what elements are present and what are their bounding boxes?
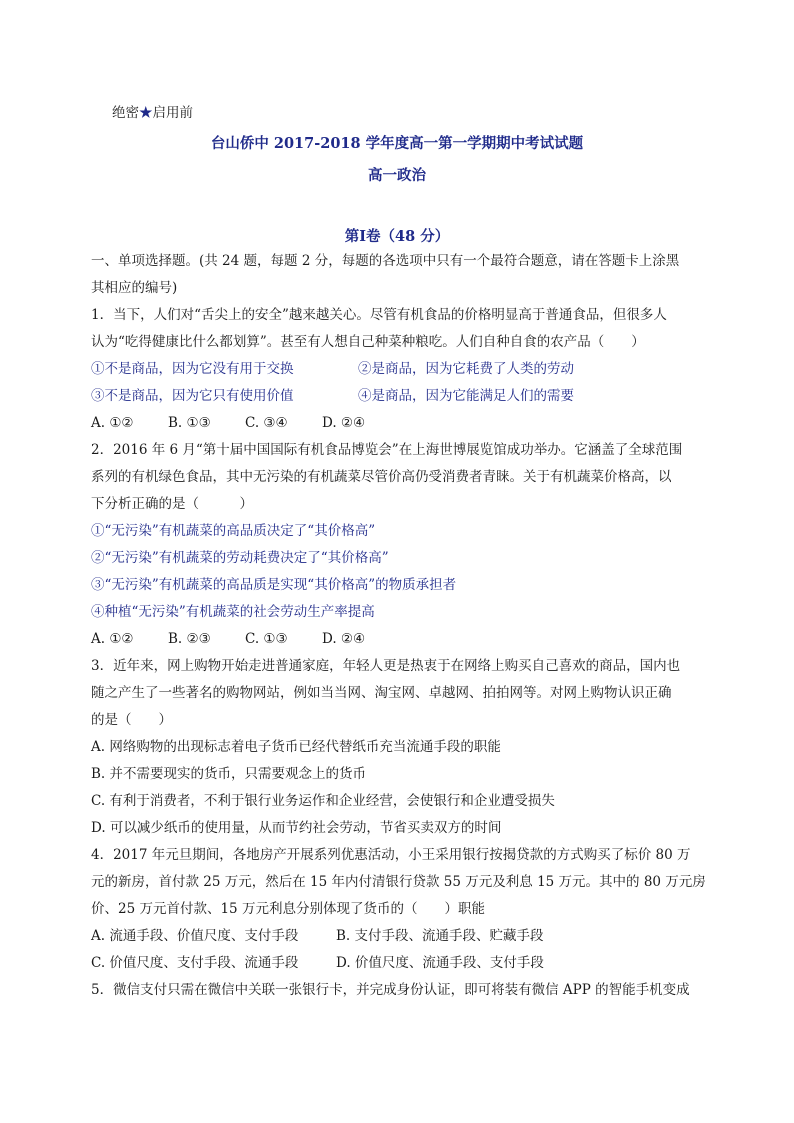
question-3-option: A. 网络购物的出现标志着电子货币已经代替纸币充当流通手段的职能 [91,739,501,755]
question-4-option: B. 支付手段、流通手段、贮藏手段 [336,928,544,944]
question-1-item: ④是商品，因为它能满足人们的需要 [358,388,574,404]
question-2-stem: 系列的有机绿色食品，其中无污染的有机蔬菜尽管价高仍受消费者青睐。关于有机蔬菜价格高，以 [91,469,672,485]
question-1-item: ③不是商品，因为它只有使用价值 [91,388,294,404]
exam-subject: 高一政治 [368,167,426,184]
question-2-option: D. ②④ [322,631,366,647]
question-3-stem: 随之产生了一些著名的购物网站，例如当当网、淘宝网、卓越网、拍拍网等。对网上购物认识正确 [91,685,672,701]
instructions-line: 其相应的编号) [91,280,178,296]
question-2-stem: 下分析正确的是（ ） [91,496,253,512]
question-1-option: C. ③④ [245,415,288,431]
question-2-option: B. ②③ [168,631,211,647]
question-1-stem: 1．当下，人们对“舌尖上的安全”越来越关心。尽管有机食品的价格明显高于普通食品，但很多人 [91,307,667,323]
question-1-item: ②是商品，因为它耗费了人类的劳动 [358,361,574,377]
question-4-option: C. 价值尺度、支付手段、流通手段 [91,955,299,971]
question-3-stem: 的是（ ） [91,712,172,728]
question-3-option: C. 有利于消费者，不利于银行业务运作和企业经营，会使银行和企业遭受损失 [91,793,555,809]
question-1-option: B. ①③ [168,415,211,431]
question-2-option: C. ①③ [245,631,288,647]
question-1-stem: 认为“吃得健康比什么都划算”。甚至有人想自己种菜种粮吃。人们自种自食的农产品（ ） [91,334,645,350]
question-3-option: D. 可以减少纸币的使用量，从而节约社会劳动，节省买卖双方的时间 [91,820,502,836]
instructions-line: 一、单项选择题。(共 24 题，每题 2 分，每题的各选项中只有一个最符合题意，请在答题卡上涂黑 [91,253,680,269]
question-4-stem: 4．2017 年元旦期间，各地房产开展系列优惠活动，小王采用银行按揭贷款的方式购买了标价 80 万 [91,847,691,863]
question-1-option: D. ②④ [322,415,366,431]
confidential-mark: 绝密★启用前 [112,105,193,121]
question-5-stem: 5．微信支付只需在微信中关联一张银行卡，并完成身份认证，即可将装有微信 APP 的智能手机变成 [91,982,690,998]
question-4-option: D. 价值尺度、流通手段、支付手段 [336,955,544,971]
question-2-item: ②“无污染”有机蔬菜的劳动耗费决定了“其价格高” [91,550,389,566]
question-4-option: A. 流通手段、价值尺度、支付手段 [91,928,299,944]
question-3-stem: 3．近年来，网上购物开始走进普通家庭，年轻人更是热衷于在网络上购买自己喜欢的商品，国内也 [91,658,681,674]
question-2-item: ③“无污染”有机蔬菜的高品质是实现“其价格高”的物质承担者 [91,577,457,593]
question-4-stem: 价、25 万元首付款、15 万元利息分别体现了货币的（ ）职能 [91,901,485,917]
question-3-option: B. 并不需要现实的货币，只需要观念上的货币 [91,766,367,782]
section-title: 第Ⅰ卷（48 分） [344,228,450,245]
question-1-option: A. ①② [91,415,134,431]
star-icon: ★ [139,105,153,121]
question-1-item: ①不是商品，因为它没有用于交换 [91,361,294,377]
question-2-option: A. ①② [91,631,134,647]
exam-title: 台山侨中 2017-2018 学年度高一第一学期期中考试试题 [210,135,584,152]
question-2-item: ④种植“无污染”有机蔬菜的社会劳动生产率提高 [91,604,375,620]
question-4-stem: 元的新房，首付款 25 万元，然后在 15 年内付清银行贷款 55 万元及利息 15 万元。其中的 80 万元房 [91,874,706,890]
question-2-item: ①“无污染”有机蔬菜的高品质决定了“其价格高” [91,523,376,539]
question-2-stem: 2．2016 年 6 月“第十届中国国际有机食品博览会”在上海世博展览馆成功举办。它涵盖了全球范围 [91,442,683,458]
